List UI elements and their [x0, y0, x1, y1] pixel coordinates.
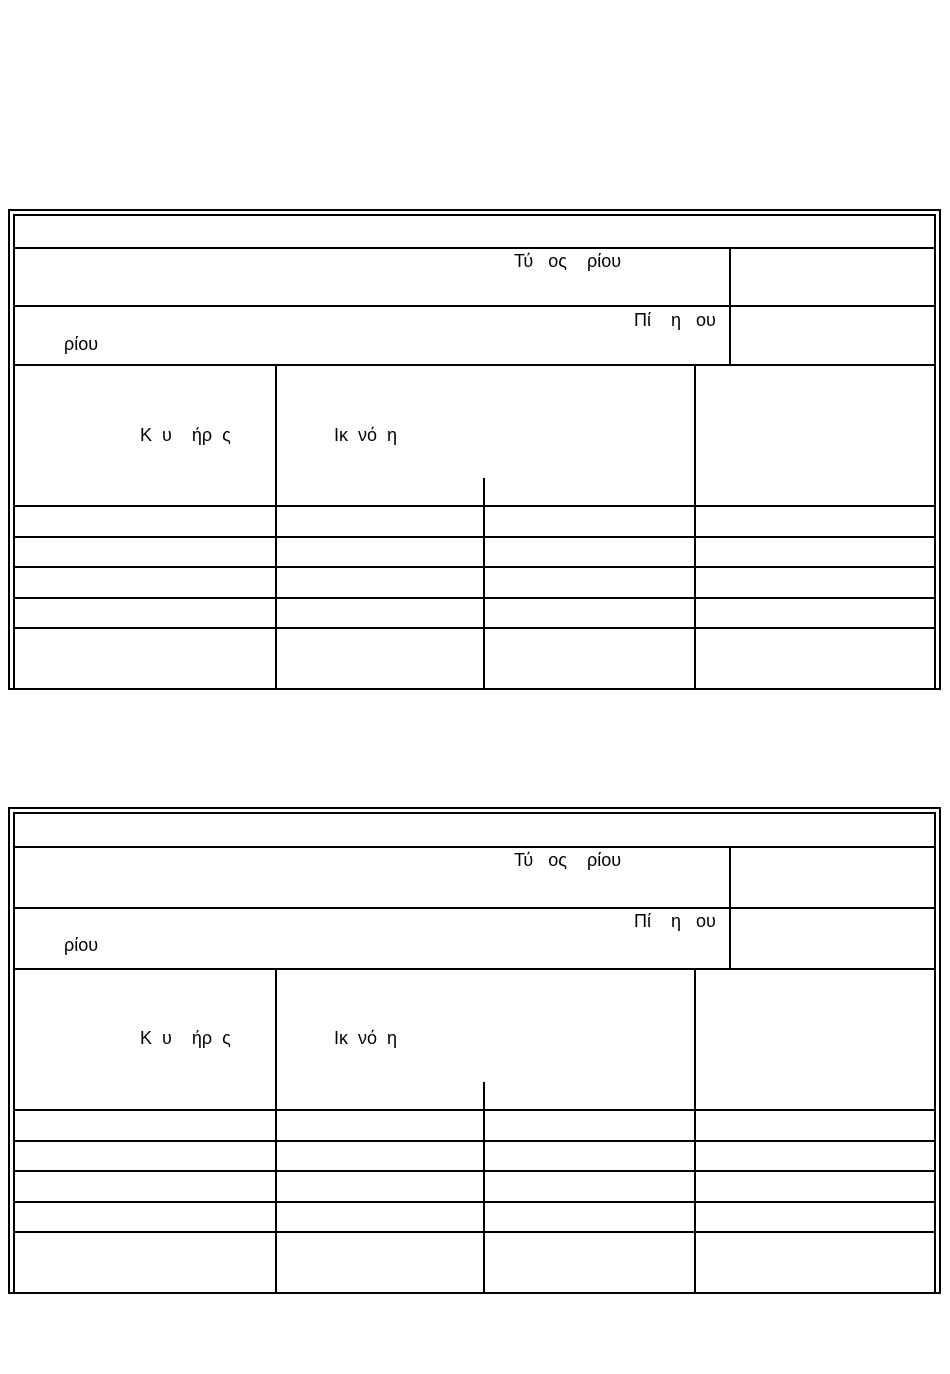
- column-label-2: Ικ νό η: [334, 425, 398, 445]
- frame-bottom: [8, 1292, 941, 1294]
- rule-row-6: [13, 1170, 936, 1172]
- frame-inner-left: [13, 812, 15, 1294]
- form-type-label: Τύ ος ρίου: [514, 850, 622, 870]
- rule-col-3: [694, 968, 696, 1293]
- frame-inner-right: [934, 812, 936, 1294]
- rule-row-7: [13, 1201, 936, 1203]
- form-number-label-continued: ρίου: [64, 935, 99, 955]
- rule-col-2: [483, 1082, 485, 1293]
- rule-row-2: [13, 907, 936, 909]
- rule-row-4: [13, 1109, 936, 1111]
- frame-inner-top: [13, 812, 936, 814]
- frame-outer-right: [939, 807, 941, 1294]
- rule-row-3: [13, 968, 936, 970]
- form-number-label-continued: ρίου: [64, 334, 99, 354]
- rule-col-1: [275, 968, 277, 1293]
- frame-outer-top: [8, 807, 941, 809]
- column-label-2: Ικ νό η: [334, 1028, 398, 1048]
- form-number-label: Πί η ου: [634, 911, 716, 931]
- column-label-1: Κ υ ήρ ς: [140, 1028, 231, 1048]
- form-type-label: Τύ ος ρίου: [514, 251, 622, 271]
- rule-row-8: [13, 1231, 936, 1233]
- column-label-1: Κ υ ήρ ς: [140, 425, 231, 445]
- rule-row-5: [13, 1140, 936, 1142]
- frame-outer-left: [8, 807, 10, 1294]
- form-number-label: Πί η ου: [634, 310, 716, 330]
- rule-row-1: [13, 846, 936, 848]
- rule-col-header-right: [729, 846, 731, 969]
